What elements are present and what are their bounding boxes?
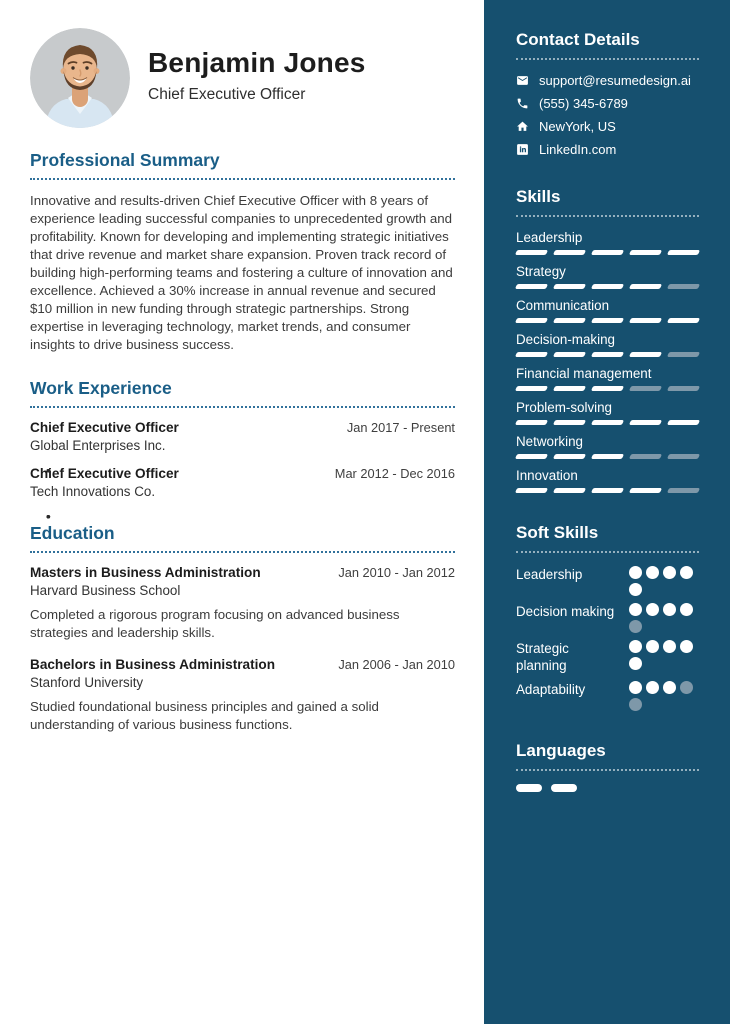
summary-text: Innovative and results-driven Chief Executive Officer with 8 years of experience leading successful companies to unprecedented growth and profitability. Known for developing and implementing strategic initiatives that drive revenue and market share expansion. Proven track record of building high-performing teams and fostering a culture of innovation and excellence. Achieved a 30% increase in annual revenue and secured $10 million in new funding through strategic partnerships. Strong expertise in leveraging technology, market trends, and consumer insights to drive business success. xyxy=(30,193,453,352)
profile-header xyxy=(30,28,455,128)
level-filled xyxy=(663,566,676,579)
skills-section xyxy=(516,187,699,493)
education-list xyxy=(30,565,455,734)
level-filled xyxy=(629,250,662,255)
skill-item xyxy=(516,468,699,493)
education-school: Stanford University xyxy=(30,675,144,690)
skill-label: Problem-solving xyxy=(516,400,613,415)
profile-photo xyxy=(30,28,130,128)
soft-skill-dot-meter xyxy=(629,640,699,674)
level-filled xyxy=(629,640,642,653)
contact-item[interactable] xyxy=(516,142,699,157)
skill-level-meter xyxy=(516,250,699,255)
avatar-illustration xyxy=(30,28,130,128)
contact-heading: Contact Details xyxy=(516,30,699,60)
experience-section xyxy=(30,378,455,499)
level-filled xyxy=(591,488,624,493)
soft-skill-item xyxy=(516,603,699,633)
person-job-title: Chief Executive Officer xyxy=(148,85,306,103)
level-filled xyxy=(629,488,662,493)
skill-level-meter xyxy=(516,284,699,289)
level-filled xyxy=(515,488,548,493)
education-dates: Jan 2010 - Jan 2012 xyxy=(338,565,455,580)
contact-item[interactable] xyxy=(516,96,699,111)
level-empty xyxy=(667,488,700,493)
level-filled xyxy=(629,657,642,670)
email-icon xyxy=(516,74,529,87)
level-filled xyxy=(553,488,586,493)
soft-skill-label: Strategic planning xyxy=(516,641,569,673)
skill-level-meter xyxy=(516,386,699,391)
level-filled xyxy=(629,681,642,694)
level-filled xyxy=(667,420,700,425)
level-empty xyxy=(629,386,662,391)
level-empty xyxy=(667,386,700,391)
soft-skills-heading: Soft Skills xyxy=(516,523,699,553)
level-filled xyxy=(629,566,642,579)
level-filled xyxy=(591,318,624,323)
level-empty xyxy=(667,352,700,357)
level-filled xyxy=(629,420,662,425)
skill-level-meter xyxy=(516,454,699,459)
level-filled xyxy=(515,284,548,289)
skill-item xyxy=(516,400,699,425)
level-filled xyxy=(553,386,586,391)
level-filled xyxy=(663,603,676,616)
job-list xyxy=(30,420,455,499)
skill-label: Strategy xyxy=(516,264,566,279)
soft-skills-section xyxy=(516,523,699,711)
skill-label: Decision-making xyxy=(516,332,615,347)
level-filled xyxy=(646,603,659,616)
level-filled xyxy=(667,318,700,323)
person-name: Benjamin Jones xyxy=(148,46,366,78)
skills-list xyxy=(516,230,699,493)
skill-level-meter xyxy=(516,488,699,493)
level-empty xyxy=(680,681,693,694)
skill-item xyxy=(516,366,699,391)
level-filled xyxy=(591,420,624,425)
education-section xyxy=(30,523,455,734)
contact-section xyxy=(516,30,699,157)
soft-skill-item xyxy=(516,640,699,674)
contact-list xyxy=(516,73,699,157)
job-title: Chief Executive Officer xyxy=(30,420,179,435)
level-filled xyxy=(553,284,586,289)
job-company: Global Enterprises Inc. xyxy=(30,438,166,453)
soft-skill-dot-meter xyxy=(629,566,699,596)
soft-skill-label: Decision making xyxy=(516,604,615,619)
contact-item[interactable] xyxy=(516,119,699,134)
level-filled xyxy=(591,284,624,289)
contact-text: (555) 345-6789 xyxy=(539,96,628,111)
skill-label: Leadership xyxy=(516,230,583,245)
contact-text: NewYork, US xyxy=(539,119,616,134)
level-filled xyxy=(553,352,586,357)
job-dates: Mar 2012 - Dec 2016 xyxy=(334,466,455,481)
level-filled xyxy=(515,250,548,255)
soft-skill-label: Leadership xyxy=(516,567,583,582)
skill-label: Communication xyxy=(516,298,610,313)
level-filled xyxy=(629,603,642,616)
level-filled xyxy=(663,681,676,694)
identity-block xyxy=(148,47,366,110)
job-title: Chief Executive Officer xyxy=(30,466,179,481)
skill-label: Innovation xyxy=(516,468,578,483)
education-degree: Masters in Business Administration xyxy=(30,565,261,580)
level-filled xyxy=(515,318,548,323)
education-description: Completed a rigorous program focusing on advanced business strategies and leadership skills. xyxy=(30,607,400,640)
education-entry xyxy=(30,565,455,642)
contact-item[interactable] xyxy=(516,73,699,88)
skill-item xyxy=(516,298,699,323)
level-empty xyxy=(629,454,662,459)
level-empty xyxy=(629,620,642,633)
job-company: Tech Innovations Co. xyxy=(30,484,156,499)
level-filled xyxy=(553,420,586,425)
level-filled xyxy=(591,454,624,459)
level-filled xyxy=(667,250,700,255)
level-filled xyxy=(680,566,693,579)
job-header xyxy=(30,420,455,435)
skills-heading: Skills xyxy=(516,187,699,217)
language-pill[interactable] xyxy=(516,784,542,792)
language-list xyxy=(516,784,699,792)
education-header xyxy=(30,657,455,672)
job-entry xyxy=(30,466,455,499)
level-empty xyxy=(629,698,642,711)
job-dates: Jan 2017 - Present xyxy=(346,420,455,435)
skill-label: Networking xyxy=(516,434,583,449)
skill-level-meter xyxy=(516,352,699,357)
level-filled xyxy=(629,318,662,323)
soft-skill-label: Adaptability xyxy=(516,682,586,697)
languages-heading: Languages xyxy=(516,741,699,771)
level-empty xyxy=(667,454,700,459)
level-filled xyxy=(646,566,659,579)
language-pill[interactable] xyxy=(551,784,577,792)
education-heading: Education xyxy=(30,523,455,553)
level-filled xyxy=(629,583,642,596)
contact-text: support@resumedesign.ai xyxy=(539,73,691,88)
education-description: Studied foundational business principles and gained a solid understanding of various business functions. xyxy=(30,699,379,732)
languages-section xyxy=(516,741,699,792)
linkedin-icon xyxy=(516,143,529,156)
level-filled xyxy=(629,352,662,357)
sidebar xyxy=(484,0,730,1024)
level-filled xyxy=(680,603,693,616)
level-filled xyxy=(591,386,624,391)
skill-item xyxy=(516,332,699,357)
level-filled xyxy=(515,386,548,391)
job-entry xyxy=(30,420,455,453)
soft-skills-list xyxy=(516,566,699,711)
level-filled xyxy=(515,454,548,459)
soft-skill-dot-meter xyxy=(629,603,699,633)
education-entry xyxy=(30,657,455,734)
education-header xyxy=(30,565,455,580)
soft-skill-item xyxy=(516,681,699,711)
level-filled xyxy=(680,640,693,653)
experience-heading: Work Experience xyxy=(30,378,455,408)
level-filled xyxy=(553,454,586,459)
skill-level-meter xyxy=(516,420,699,425)
level-filled xyxy=(663,640,676,653)
level-empty xyxy=(667,284,700,289)
soft-skill-item xyxy=(516,566,699,596)
level-filled xyxy=(646,640,659,653)
level-filled xyxy=(629,284,662,289)
home-icon xyxy=(516,120,529,133)
level-filled xyxy=(591,250,624,255)
level-filled xyxy=(646,681,659,694)
level-filled xyxy=(515,420,548,425)
skill-level-meter xyxy=(516,318,699,323)
education-dates: Jan 2006 - Jan 2010 xyxy=(338,657,455,672)
level-filled xyxy=(515,352,548,357)
skill-label: Financial management xyxy=(516,366,652,381)
soft-skill-dot-meter xyxy=(629,681,699,711)
level-filled xyxy=(591,352,624,357)
skill-item xyxy=(516,264,699,289)
summary-heading: Professional Summary xyxy=(30,150,455,180)
skill-item xyxy=(516,230,699,255)
level-filled xyxy=(553,318,586,323)
job-header xyxy=(30,466,455,481)
education-degree: Bachelors in Business Administration xyxy=(30,657,275,672)
phone-icon xyxy=(516,97,529,110)
summary-section xyxy=(30,150,455,354)
education-school: Harvard Business School xyxy=(30,583,181,598)
skill-item xyxy=(516,434,699,459)
contact-text: LinkedIn.com xyxy=(539,142,617,157)
level-filled xyxy=(553,250,586,255)
